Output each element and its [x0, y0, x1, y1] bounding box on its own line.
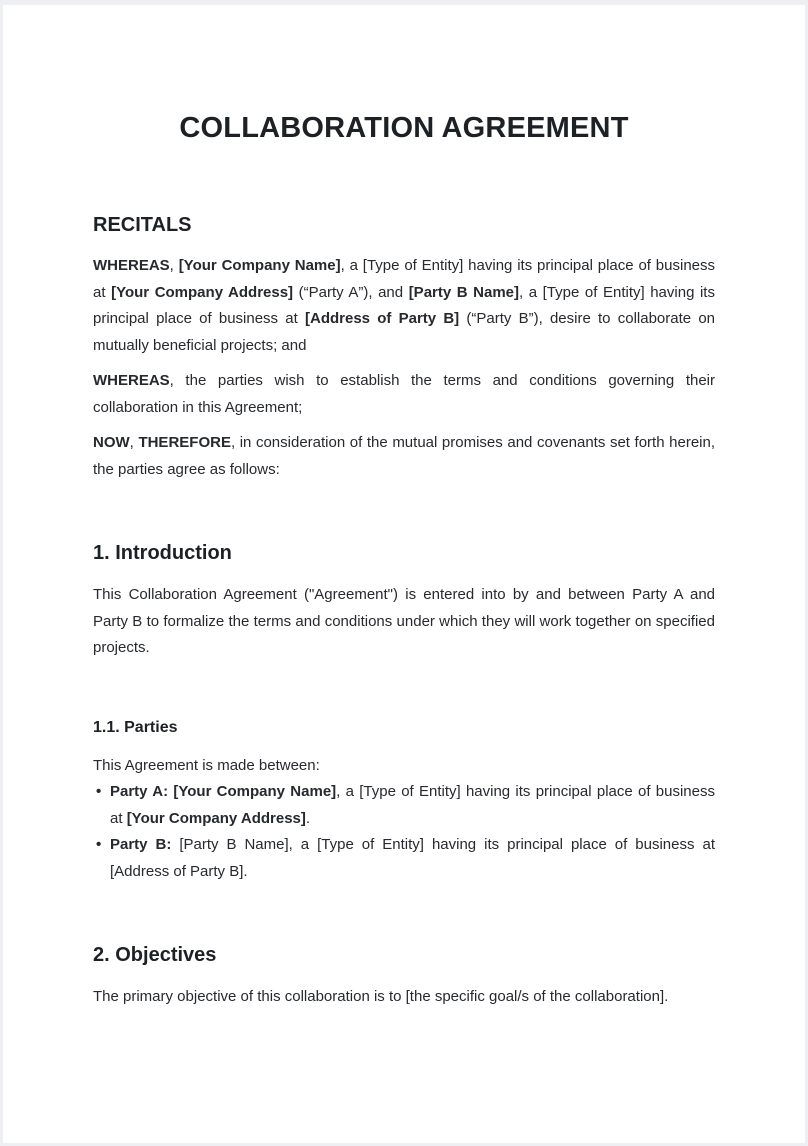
- section-recitals: [93, 212, 715, 483]
- recitals-paragraph-whereas-2: WHEREAS, the parties wish to establish the terms and conditions governing their collaboration in this Agreement;: [93, 372, 715, 416]
- objectives-paragraph: The primary objective of this collaboration is to [the specific goal/s of the collaboration].: [93, 988, 669, 1005]
- document-page: [3, 5, 805, 1143]
- parties-subsection-heading: 1.1. Parties: [93, 718, 178, 736]
- introduction-paragraph: This Collaboration Agreement ("Agreement") is entered into by and between Party A and Party B to formalize the terms and conditions under which they will work together on specified projects.: [93, 586, 715, 656]
- document-title: COLLABORATION AGREEMENT: [179, 112, 629, 144]
- parties-intro-text: This Agreement is made between:: [93, 756, 320, 774]
- introduction-heading: 1. Introduction: [93, 542, 232, 564]
- parties-list: [93, 779, 715, 885]
- recitals-heading: RECITALS: [93, 214, 192, 236]
- recitals-paragraph-whereas-1: WHEREAS, [Your Company Name], a [Type of Entity] having its principal place of business at [Your Company Address] (“Party A”), and [Party B Name], a [Type of Entity] having its principal place of business at [Address of Party B] (“Party B”), desire to collaborate on mutually beneficial projects; and: [93, 257, 716, 354]
- party-b-list-item: • Party B: [Party B Name], a [Type of Entity] having its principal place of business at [Address of Party B].: [93, 832, 715, 885]
- party-a-list-item: • Party A: [Your Company Name], a [Type of Entity] having its principal place of business at [Your Company Address].: [93, 779, 715, 832]
- recitals-paragraph-now-therefore: NOW, THEREFORE, in consideration of the mutual promises and covenants set forth herein, the parties agree as follows:: [93, 434, 716, 478]
- section-introduction: [93, 540, 715, 885]
- objectives-heading: 2. Objectives: [93, 944, 217, 966]
- section-objectives: [93, 942, 715, 1011]
